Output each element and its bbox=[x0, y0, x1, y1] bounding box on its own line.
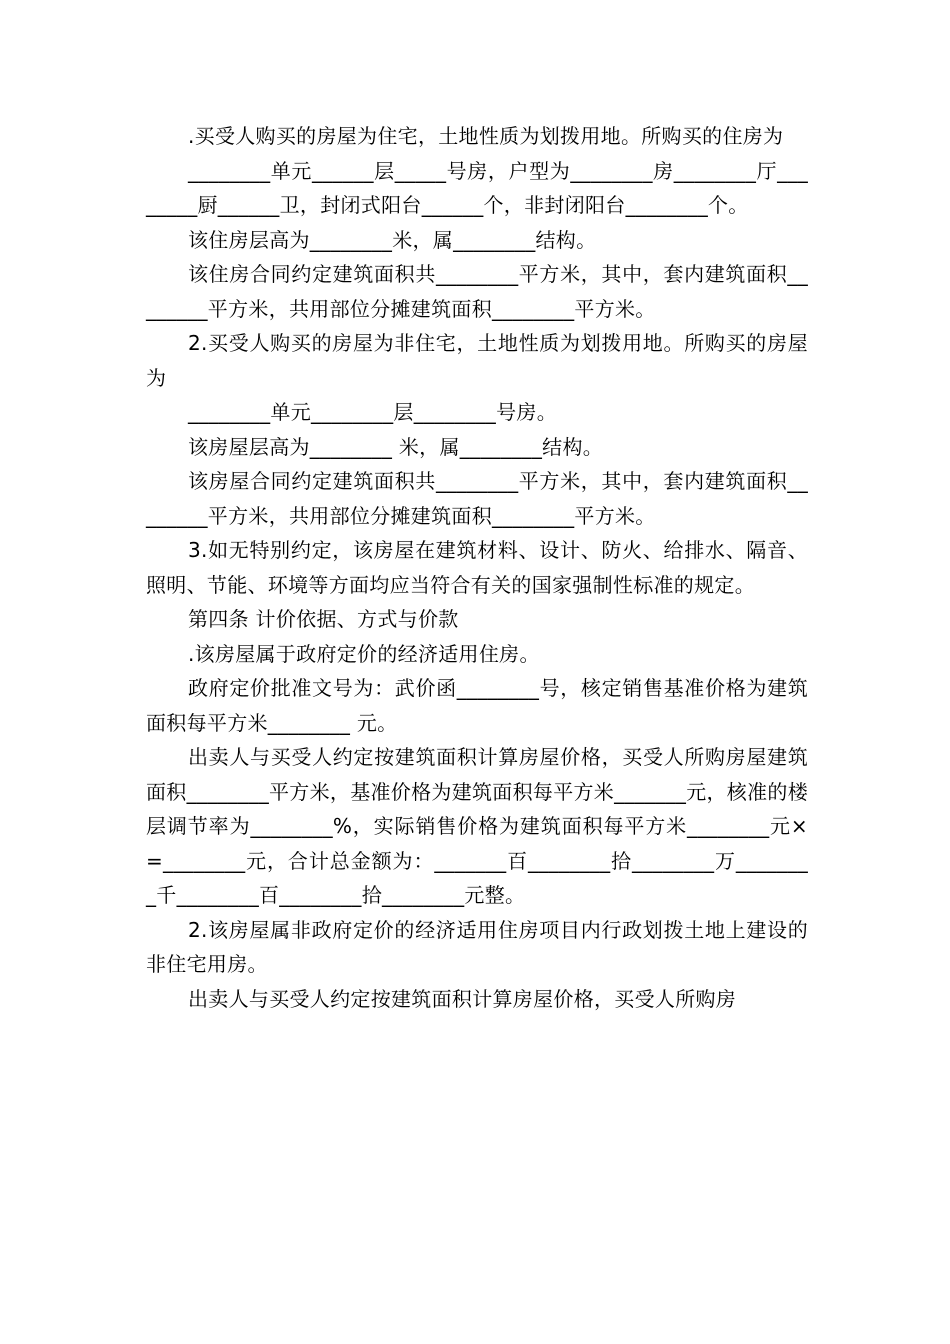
paragraph-6: ________单元________层________号房。 bbox=[188, 400, 557, 424]
paragraph-8: 该房屋合同约定建筑面积共________平方米，其中，套内建筑面积________平方米，共用部位分摊建筑面积________平方米。 bbox=[146, 469, 808, 528]
paragraph-12: 政府定价批准文号为：武价函________号，核定销售基准价格为建筑面积每平方米________ 元。 bbox=[146, 676, 808, 735]
paragraph-1: .买受人购买的房屋为住宅，土地性质为划拨用地。所购买的住房为 bbox=[188, 124, 784, 148]
paragraph-4: 该住房合同约定建筑面积共________平方米，其中，套内建筑面积________平方米，共用部位分摊建筑面积________平方米。 bbox=[146, 262, 808, 321]
paragraph-13: 出卖人与买受人约定按建筑面积计算房屋价格，买受人所购房屋建筑面积________平方米，基准价格为建筑面积每平方米_______元，核准的楼层调节率为________%，实际销售价格为建筑面积每平方米________元×=________元，合计总金额为：_______百________拾________万________千________百________拾________元整。 bbox=[146, 745, 808, 907]
paragraph-7: 该房屋层高为________ 米，属________结构。 bbox=[188, 434, 604, 459]
document-body bbox=[146, 119, 808, 1016]
paragraph-3: 该住房层高为________米，属________结构。 bbox=[188, 227, 597, 252]
paragraph-14: 2.该房屋属非政府定价的经济适用住房项目内行政划拨土地上建设的非住宅用房。 bbox=[146, 917, 808, 976]
paragraph-11: .该房屋属于政府定价的经济适用住房。 bbox=[188, 641, 540, 666]
paragraph-9: 3.如无特别约定，该房屋在建筑材料、设计、防火、给排水、隔音、照明、节能、环境等方面均应当符合有关的国家强制性标准的规定。 bbox=[146, 538, 808, 597]
paragraph-15: 出卖人与买受人约定按建筑面积计算房屋价格，买受人所购房 bbox=[188, 986, 737, 1011]
paragraph-2: ________单元______层_____号房，户型为________房________厅________厨______卫，封闭式阳台______个，非封闭阳台________个。 bbox=[146, 158, 808, 217]
section-heading-article-4: 第四条 计价依据、方式与价款 bbox=[188, 607, 459, 631]
paragraph-5: 2.买受人购买的房屋为非住宅，土地性质为划拨用地。所购买的房屋为 bbox=[146, 331, 808, 390]
